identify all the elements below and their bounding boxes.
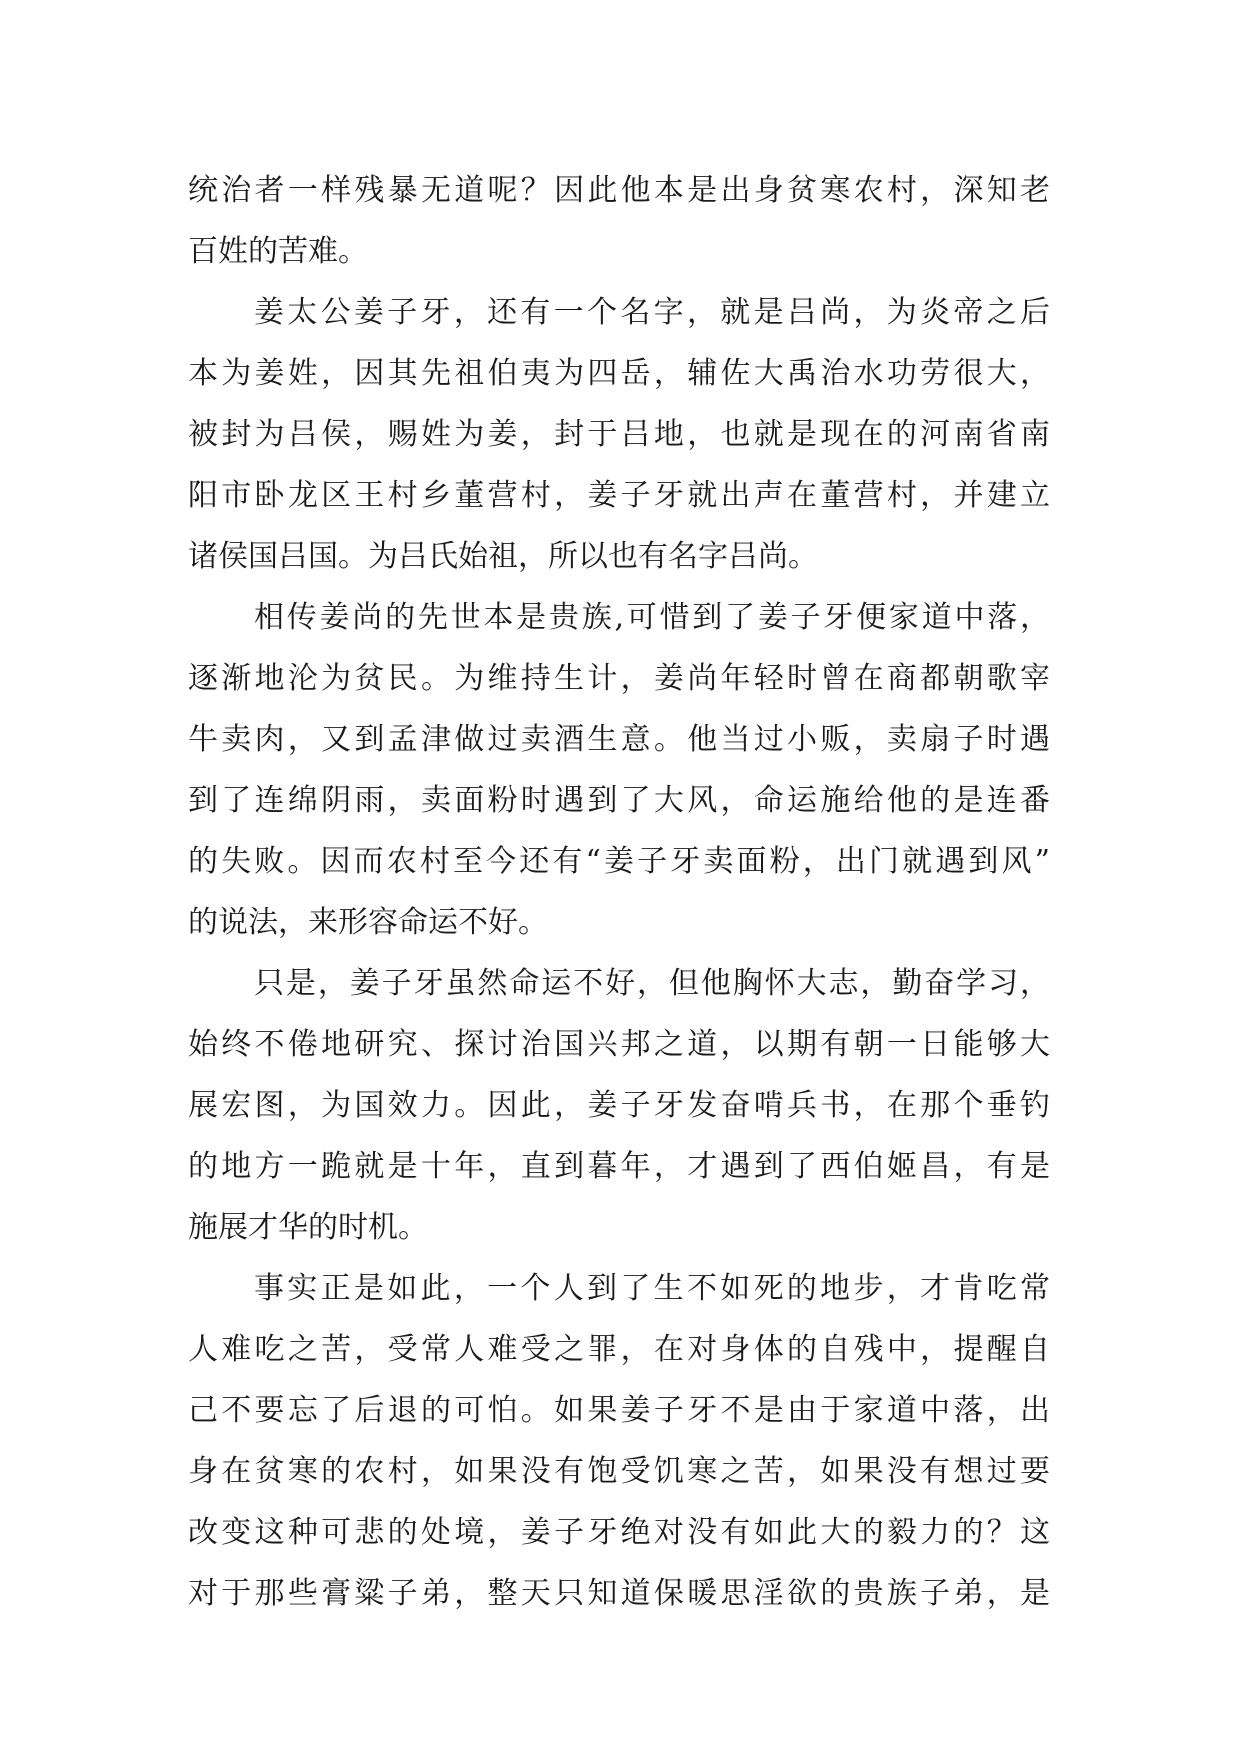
text-line: 到了连绵阴雨，卖面粉时遇到了大风，命运施给他的是连番 bbox=[188, 783, 1050, 818]
text-line: 统治者一样残暴无道呢？因此他本是出身贫寒农村，深知老 bbox=[188, 173, 1050, 208]
text-line: 改变这种可悲的处境，姜子牙绝对没有如此大的毅力的？这 bbox=[188, 1515, 1050, 1550]
text-line: 身在贫寒的农村，如果没有饱受饥寒之苦，如果没有想过要 bbox=[188, 1454, 1050, 1489]
text-line: 本为姜姓，因其先祖伯夷为四岳，辅佐大禹治水功劳很大， bbox=[188, 356, 1050, 391]
text-line: 的地方一跪就是十年，直到暮年，才遇到了西伯姬昌，有是 bbox=[188, 1149, 1050, 1184]
body-text bbox=[188, 160, 1050, 1624]
text-line: 施展才华的时机。 bbox=[188, 1210, 428, 1245]
text-line: 展宏图，为国效力。因此，姜子牙发奋啃兵书，在那个垂钓 bbox=[188, 1088, 1050, 1123]
text-line: 被封为吕侯，赐姓为姜，封于吕地，也就是现在的河南省南 bbox=[188, 417, 1050, 452]
text-line: 的失败。因而农村至今还有“姜子牙卖面粉，出门就遇到风” bbox=[188, 844, 1050, 879]
text-line: 对于那些膏粱子弟，整天只知道保暖思淫欲的贵族子弟，是 bbox=[188, 1576, 1050, 1611]
text-line: 相传姜尚的先世本是贵族,可惜到了姜子牙便家道中落， bbox=[254, 600, 1050, 635]
text-line: 姜太公姜子牙，还有一个名字，就是吕尚，为炎帝之后 bbox=[254, 295, 1050, 330]
text-line: 的说法，来形容命运不好。 bbox=[188, 905, 548, 940]
text-line: 只是，姜子牙虽然命运不好，但他胸怀大志，勤奋学习， bbox=[254, 966, 1050, 1001]
text-line: 牛卖肉，又到孟津做过卖酒生意。他当过小贩，卖扇子时遇 bbox=[188, 722, 1050, 757]
text-line: 己不要忘了后退的可怕。如果姜子牙不是由于家道中落，出 bbox=[188, 1393, 1050, 1428]
text-line: 阳市卧龙区王村乡董营村，姜子牙就出声在董营村，并建立 bbox=[188, 478, 1050, 513]
text-line: 事实正是如此，一个人到了生不如死的地步，才肯吃常 bbox=[254, 1271, 1050, 1306]
text-line: 逐渐地沦为贫民。为维持生计，姜尚年轻时曾在商都朝歌宰 bbox=[188, 661, 1050, 696]
text-line: 诸侯国吕国。为吕氏始祖，所以也有名字吕尚。 bbox=[188, 539, 818, 574]
text-line: 始终不倦地研究、探讨治国兴邦之道，以期有朝一日能够大 bbox=[188, 1027, 1050, 1062]
text-line: 人难吃之苦，受常人难受之罪，在对身体的自残中，提醒自 bbox=[188, 1332, 1050, 1367]
text-line: 百姓的苦难。 bbox=[188, 234, 368, 269]
